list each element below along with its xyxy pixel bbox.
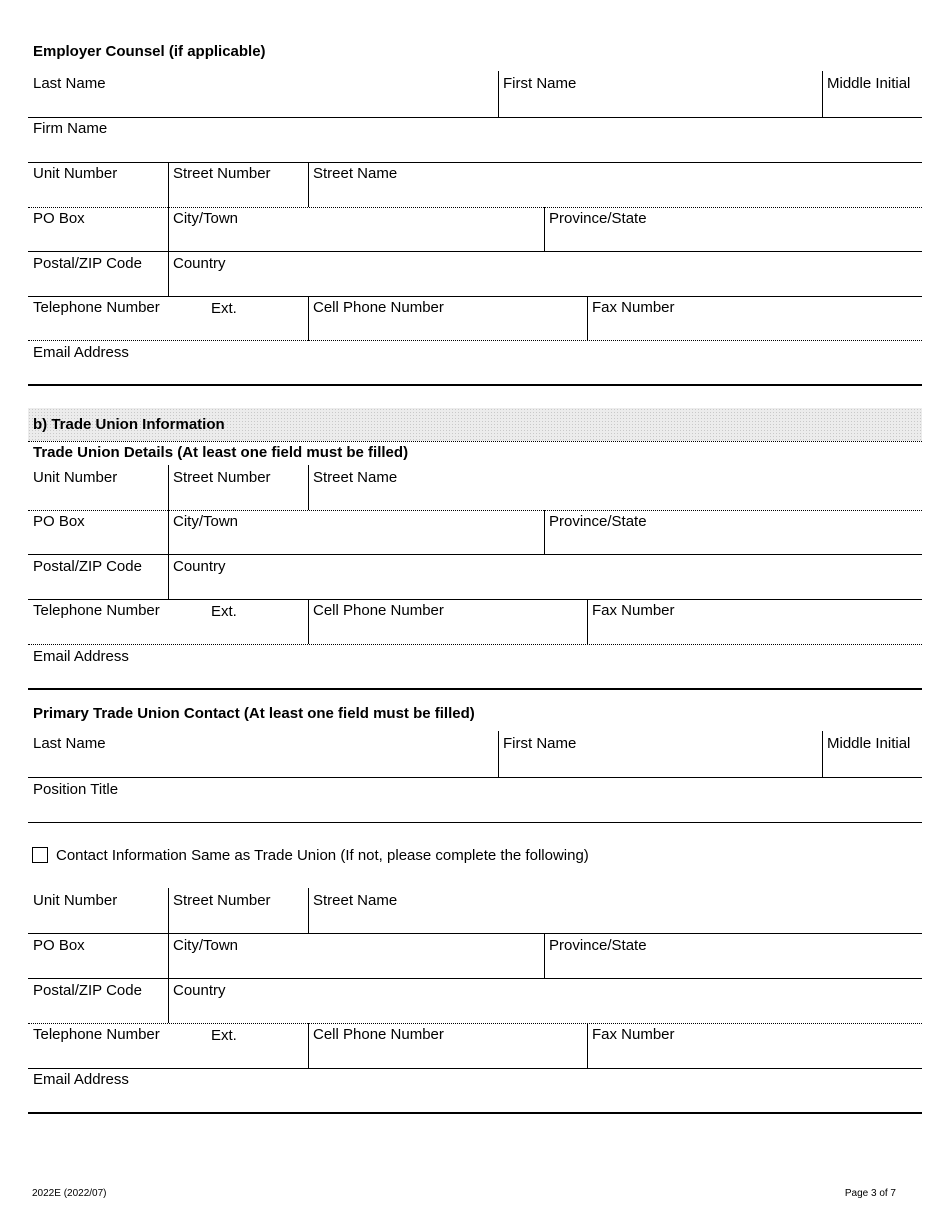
row-divider — [28, 1068, 922, 1069]
row-divider — [28, 1023, 922, 1024]
contact-street-number-field[interactable]: Street Number — [173, 892, 271, 909]
counsel-street-name-field[interactable]: Street Name — [313, 165, 398, 182]
counsel-email-field[interactable]: Email Address — [33, 344, 129, 361]
counsel-province-field[interactable]: Province/State — [549, 210, 647, 227]
divider — [168, 162, 169, 207]
divider — [498, 731, 499, 777]
divider — [308, 465, 309, 510]
divider — [498, 71, 499, 117]
divider — [587, 599, 588, 644]
row-divider — [28, 441, 922, 442]
union-postal-field[interactable]: Postal/ZIP Code — [33, 558, 142, 575]
union-ext-field[interactable]: Ext. — [211, 603, 237, 620]
divider — [308, 1023, 309, 1068]
contact-province-field[interactable]: Province/State — [549, 937, 647, 954]
row-divider — [28, 162, 922, 163]
counsel-first-name-field[interactable]: First Name — [503, 75, 577, 92]
same-as-union-note: (If not, please complete the following) — [340, 847, 589, 864]
counsel-po-box-field[interactable]: PO Box — [33, 210, 85, 227]
divider — [168, 888, 169, 933]
contact-telephone-field[interactable]: Telephone Number — [33, 1026, 160, 1043]
row-divider — [28, 777, 922, 778]
contact-ext-field[interactable]: Ext. — [211, 1027, 237, 1044]
row-divider — [28, 933, 922, 934]
same-as-union-checkbox[interactable] — [32, 847, 48, 863]
contact-first-name-field[interactable]: First Name — [503, 735, 577, 752]
union-country-field[interactable]: Country — [173, 558, 226, 575]
divider — [168, 978, 169, 1023]
row-divider — [28, 822, 922, 823]
divider — [822, 731, 823, 777]
union-province-field[interactable]: Province/State — [549, 513, 647, 530]
contact-email-field[interactable]: Email Address — [33, 1071, 129, 1088]
contact-postal-field[interactable]: Postal/ZIP Code — [33, 982, 142, 999]
union-cell-phone-field[interactable]: Cell Phone Number — [313, 602, 444, 619]
counsel-unit-number-field[interactable]: Unit Number — [33, 165, 118, 182]
form-code: 2022E (2022/07) — [32, 1188, 107, 1199]
union-city-field[interactable]: City/Town — [173, 513, 239, 530]
contact-unit-number-field[interactable]: Unit Number — [33, 892, 118, 909]
contact-po-box-field[interactable]: PO Box — [33, 937, 85, 954]
divider — [168, 251, 169, 296]
divider — [308, 888, 309, 933]
counsel-cell-phone-field[interactable]: Cell Phone Number — [313, 299, 444, 316]
divider — [168, 933, 169, 978]
section-divider — [28, 688, 922, 690]
contact-last-name-field[interactable]: Last Name — [33, 735, 106, 752]
counsel-firm-name-field[interactable]: Firm Name — [33, 120, 108, 137]
counsel-last-name-field[interactable]: Last Name — [33, 75, 106, 92]
page-number: Page 3 of 7 — [844, 1188, 896, 1199]
contact-position-title-field[interactable]: Position Title — [33, 781, 119, 798]
divider — [168, 465, 169, 510]
trade-union-details-title: Trade Union Details (At least one field must be filled) — [33, 444, 409, 461]
row-divider — [28, 340, 922, 341]
counsel-middle-initial-field[interactable]: Middle Initial — [827, 75, 911, 92]
contact-street-name-field[interactable]: Street Name — [313, 892, 398, 909]
trade-union-section-title: b) Trade Union Information — [33, 416, 225, 433]
row-divider — [28, 644, 922, 645]
row-divider — [28, 296, 922, 297]
union-telephone-field[interactable]: Telephone Number — [33, 602, 160, 619]
contact-middle-initial-field[interactable]: Middle Initial — [827, 735, 911, 752]
counsel-city-field[interactable]: City/Town — [173, 210, 239, 227]
union-po-box-field[interactable]: PO Box — [33, 513, 85, 530]
union-email-field[interactable]: Email Address — [33, 648, 129, 665]
row-divider — [28, 554, 922, 555]
divider — [168, 554, 169, 599]
section-divider — [28, 384, 922, 386]
section-divider — [28, 1112, 922, 1114]
counsel-postal-field[interactable]: Postal/ZIP Code — [33, 255, 142, 272]
counsel-fax-field[interactable]: Fax Number — [592, 299, 675, 316]
divider — [168, 207, 169, 251]
divider — [587, 296, 588, 341]
divider — [544, 207, 545, 251]
row-divider — [28, 510, 922, 511]
contact-city-field[interactable]: City/Town — [173, 937, 239, 954]
employer-counsel-title: Employer Counsel (if applicable) — [33, 43, 266, 60]
divider — [308, 599, 309, 644]
row-divider — [28, 207, 922, 208]
contact-country-field[interactable]: Country — [173, 982, 226, 999]
row-divider — [28, 978, 922, 979]
contact-cell-phone-field[interactable]: Cell Phone Number — [313, 1026, 444, 1043]
union-street-name-field[interactable]: Street Name — [313, 469, 398, 486]
divider — [308, 162, 309, 207]
counsel-country-field[interactable]: Country — [173, 255, 226, 272]
divider — [544, 510, 545, 554]
same-as-union-label: Contact Information Same as Trade Union (If not, please complete the following) — [56, 847, 589, 864]
union-street-number-field[interactable]: Street Number — [173, 469, 271, 486]
row-divider — [28, 599, 922, 600]
divider — [308, 296, 309, 341]
counsel-street-number-field[interactable]: Street Number — [173, 165, 271, 182]
counsel-ext-field[interactable]: Ext. — [211, 300, 237, 317]
row-divider — [28, 117, 922, 118]
divider — [168, 510, 169, 554]
counsel-telephone-field[interactable]: Telephone Number — [33, 299, 160, 316]
row-divider — [28, 251, 922, 252]
divider — [822, 71, 823, 117]
divider — [587, 1023, 588, 1068]
union-fax-field[interactable]: Fax Number — [592, 602, 675, 619]
primary-contact-title: Primary Trade Union Contact (At least one field must be filled) — [33, 705, 475, 722]
divider — [544, 933, 545, 978]
contact-fax-field[interactable]: Fax Number — [592, 1026, 675, 1043]
union-unit-number-field[interactable]: Unit Number — [33, 469, 118, 486]
